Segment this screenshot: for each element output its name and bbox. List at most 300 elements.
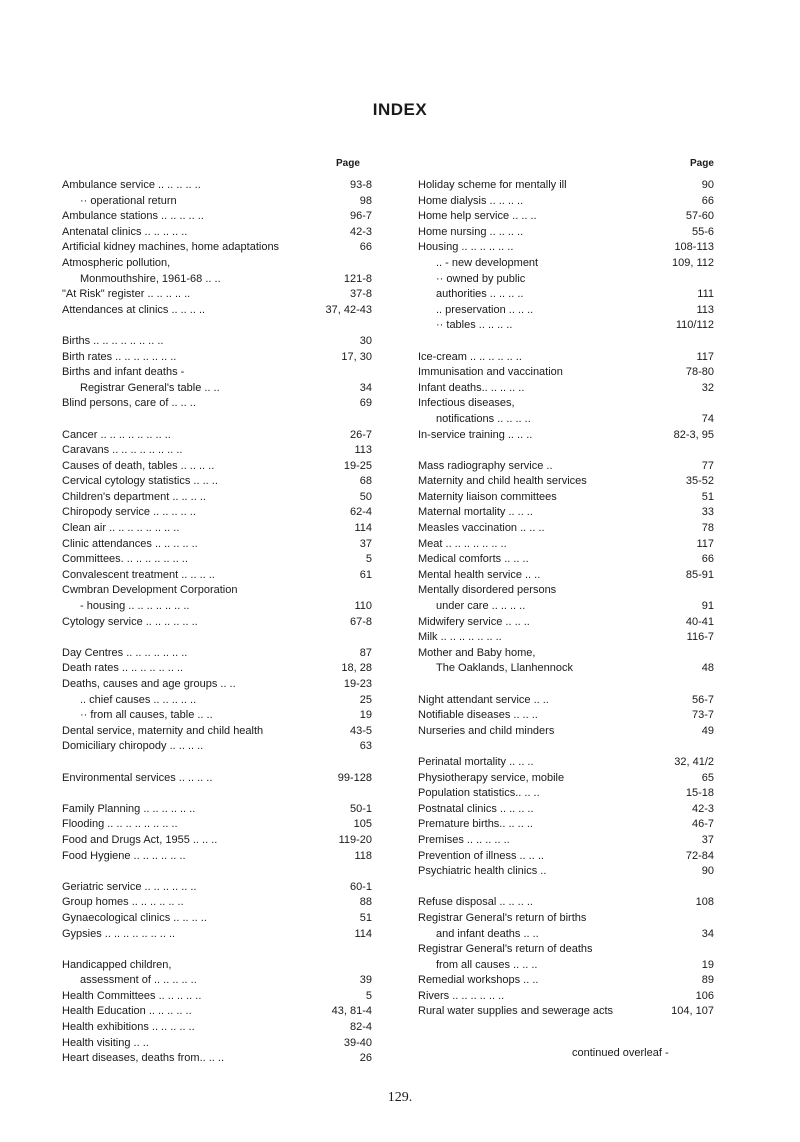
index-entry (418, 615, 714, 631)
entry-text: .. - new development (436, 256, 539, 269)
entry-text: The Oaklands, Llanhennock (436, 662, 573, 675)
index-entry (62, 474, 372, 490)
entry-text: Cwmbran Development Corporation (62, 584, 238, 597)
entry-page-ref: 98 (359, 194, 372, 207)
entry-text: Births .. .. .. .. .. .. .. .. (62, 334, 164, 347)
spacer (418, 880, 714, 896)
index-entry (418, 708, 714, 724)
index-entry (62, 677, 372, 693)
entry-page-ref: 93-8 (349, 179, 372, 191)
entry-text: Midwifery service .. .. .. (418, 615, 530, 628)
entry-text: Rivers .. .. .. .. .. .. (418, 989, 505, 1002)
entry-text: Children's department .. .. .. .. (62, 490, 206, 503)
entry-page-ref: 106 (695, 989, 714, 1002)
index-entry (62, 334, 372, 350)
entry-page-ref: 50-1 (349, 802, 372, 815)
index-entry (418, 568, 714, 584)
entry-text: Infant deaths.. .. .. .. .. (418, 381, 525, 394)
index-entry (418, 942, 714, 958)
index-entry (62, 973, 372, 989)
entry-text: Premises .. .. .. .. .. (418, 833, 510, 846)
entry-page-ref: 19 (701, 958, 714, 971)
index-entry (62, 381, 372, 397)
entry-text: Measles vaccination .. .. .. (418, 522, 545, 535)
entry-text: Mental health service .. .. (418, 568, 541, 581)
entry-page-ref: 56-7 (691, 693, 714, 706)
index-entry (418, 287, 714, 303)
index-entry (62, 552, 372, 568)
entry-text: Physiotherapy service, mobile (418, 771, 565, 784)
entry-text: Medical comforts .. .. .. (418, 553, 529, 566)
entry-page-ref: 46-7 (691, 818, 714, 831)
entry-page-ref: 19 (359, 709, 372, 722)
index-entry (62, 396, 372, 412)
entry-page-ref: 104, 107 (671, 1005, 714, 1018)
entry-page-ref: 26 (359, 1052, 372, 1065)
index-entry (62, 708, 372, 724)
entry-page-ref: 85-91 (685, 568, 714, 581)
index-entry (62, 209, 372, 225)
index-entry (62, 240, 372, 256)
spacer (62, 630, 372, 646)
entry-page-ref: 5 (365, 989, 372, 1002)
right-page-heading: Page (690, 158, 714, 169)
index-entry (418, 537, 714, 553)
entry-text: Remedial workshops .. .. (418, 974, 539, 987)
entry-page-ref: 118 (354, 849, 372, 862)
index-entry (418, 178, 714, 194)
index-entry (418, 849, 714, 865)
entry-page-ref: 49 (701, 724, 714, 737)
index-entry (418, 272, 714, 288)
entry-text: Group homes .. .. .. .. .. .. (62, 896, 184, 909)
entry-text: Clean air .. .. .. .. .. .. .. .. (62, 522, 180, 535)
entry-page-ref: 37 (701, 833, 714, 846)
entry-text: Day Centres .. .. .. .. .. .. .. (62, 646, 188, 659)
spacer (62, 318, 372, 334)
entry-page-ref: 74 (701, 412, 714, 425)
entry-text: Mentally disordered persons (418, 584, 557, 597)
entry-text: Night attendant service .. .. (418, 693, 549, 706)
entry-text: Registrar General's return of births (418, 911, 587, 924)
entry-page-ref: 121-8 (343, 272, 372, 285)
entry-text: Monmouthshire, 1961-68 .. .. (80, 272, 221, 285)
index-entry (62, 1004, 372, 1020)
entry-page-ref: 37-8 (349, 288, 372, 301)
entry-page-ref: 66 (701, 553, 714, 566)
entry-page-ref: 48 (701, 662, 714, 675)
entry-page-ref: 68 (359, 475, 372, 488)
index-entry (418, 365, 714, 381)
entry-page-ref: 61 (359, 568, 372, 581)
entry-page-ref: 114 (354, 522, 372, 535)
index-entry (418, 599, 714, 615)
entry-page-ref: 42-3 (691, 802, 714, 815)
index-entry (62, 505, 372, 521)
entry-text: Registrar General's return of deaths (418, 943, 593, 956)
index-entry (418, 521, 714, 537)
index-entry (62, 895, 372, 911)
entry-text: Population statistics.. .. .. (418, 787, 540, 800)
entry-text: Mass radiography service .. (418, 459, 553, 472)
entry-text: Registrar General's table .. .. (80, 381, 220, 394)
entry-page-ref: 63 (359, 740, 372, 753)
entry-page-ref: 108 (695, 896, 714, 909)
index-entry (418, 630, 714, 646)
entry-page-ref: 90 (701, 179, 714, 191)
index-entry (418, 381, 714, 397)
entry-page-ref: 51 (359, 911, 372, 924)
entry-page-ref: 77 (701, 459, 714, 472)
entry-page-ref: 34 (359, 381, 372, 394)
index-entry (418, 661, 714, 677)
entry-text: Housing .. .. .. .. .. .. (418, 241, 514, 254)
index-entry (62, 911, 372, 927)
entry-page-ref: 43, 81-4 (331, 1005, 372, 1018)
index-entry (62, 958, 372, 974)
index-entry (62, 739, 372, 755)
index-entry (418, 646, 714, 662)
entry-text: Convalescent treatment .. .. .. .. (62, 568, 215, 581)
entry-text: Chiropody service .. .. .. .. .. (62, 506, 196, 519)
entry-page-ref: 111 (697, 288, 714, 301)
index-entry (418, 396, 714, 412)
index-entry (62, 849, 372, 865)
entry-page-ref: 37 (359, 537, 372, 550)
entry-text: Ice-cream .. .. .. .. .. .. (418, 350, 522, 363)
entry-page-ref: 88 (359, 896, 372, 909)
index-entry (62, 256, 372, 272)
entry-text: Food Hygiene .. .. .. .. .. .. (62, 849, 186, 862)
index-entry (418, 802, 714, 818)
entry-text: Health exhibitions .. .. .. .. .. (62, 1021, 195, 1034)
entry-page-ref: 109, 112 (671, 256, 714, 269)
entry-text: Health visiting .. .. (62, 1036, 149, 1049)
index-entry (418, 1004, 714, 1020)
entry-text: Caravans .. .. .. .. .. .. .. .. (62, 444, 183, 457)
entry-page-ref: 78-80 (685, 366, 714, 379)
index-entry (62, 490, 372, 506)
index-entry (62, 661, 372, 677)
index-entry (418, 303, 714, 319)
entry-text: Refuse disposal .. .. .. .. (418, 896, 533, 909)
entry-text: Heart diseases, deaths from.. .. .. (62, 1052, 225, 1065)
index-entry (62, 724, 372, 740)
index-entry (62, 537, 372, 553)
index-entry (418, 225, 714, 241)
index-entry (418, 989, 714, 1005)
entry-page-ref: 60-1 (349, 880, 372, 893)
entry-text: Maternal mortality .. .. .. (418, 506, 533, 519)
entry-page-ref: 19-25 (343, 459, 372, 472)
entry-page-ref: 105 (353, 818, 372, 831)
index-entry (62, 771, 372, 787)
entry-page-ref: 82-3, 95 (673, 428, 714, 441)
entry-page-ref: 17, 30 (341, 350, 372, 363)
left-page-heading: Page (336, 158, 360, 169)
entry-text: Antenatal clinics .. .. .. .. .. (62, 225, 188, 238)
entry-text: notifications .. .. .. .. (436, 412, 531, 425)
index-entry (418, 350, 714, 366)
index-entry (418, 911, 714, 927)
entry-text: from all causes .. .. .. (436, 958, 538, 971)
spacer (62, 755, 372, 771)
entry-page-ref: 32, 41/2 (674, 755, 714, 768)
index-entry (418, 864, 714, 880)
entry-page-ref: 5 (365, 553, 372, 566)
entry-page-ref: 32 (701, 381, 714, 394)
entry-page-ref: 66 (701, 194, 714, 207)
entry-text: Health Education .. .. .. .. .. (62, 1005, 192, 1018)
entry-text: Family Planning .. .. .. .. .. .. (62, 802, 196, 815)
entry-page-ref: 72-84 (685, 849, 714, 862)
index-entry (418, 552, 714, 568)
entry-page-ref: 82-4 (349, 1021, 372, 1034)
index-entry (62, 350, 372, 366)
entry-page-ref: 25 (359, 693, 372, 706)
entry-text: Perinatal mortality .. .. .. (418, 755, 534, 768)
entry-page-ref: 69 (359, 397, 372, 410)
page-title: INDEX (372, 100, 428, 119)
entry-text: Prevention of illness .. .. .. (418, 849, 544, 862)
entry-page-ref: 73-7 (691, 709, 714, 722)
entry-page-ref: 33 (701, 506, 714, 519)
entry-page-ref: 66 (359, 241, 372, 254)
index-entry (62, 178, 372, 194)
entry-page-ref: 91 (701, 600, 714, 613)
entry-page-ref: 35-52 (685, 475, 714, 488)
entry-text: authorities .. .. .. .. (436, 288, 524, 301)
entry-text: Home nursing .. .. .. .. (418, 225, 524, 238)
index-entry (418, 895, 714, 911)
index-entry (418, 428, 714, 444)
index-entry (62, 568, 372, 584)
entry-page-ref: 37, 42-43 (325, 303, 372, 316)
entry-page-ref: 19-23 (343, 678, 372, 690)
spacer (418, 334, 714, 350)
entry-page-ref: 55-6 (691, 225, 714, 238)
index-entry (418, 459, 714, 475)
entry-page-ref: 90 (701, 865, 714, 878)
index-entry (418, 693, 714, 709)
index-entry (62, 927, 372, 943)
entry-page-ref: 43-5 (349, 724, 372, 737)
entry-page-ref: 39-40 (343, 1036, 372, 1049)
entry-page-ref: 89 (701, 974, 714, 987)
entry-text: Blind persons, care of .. .. .. (62, 397, 196, 410)
spacer (62, 412, 372, 428)
index-entry (62, 615, 372, 631)
entry-text: Milk .. .. .. .. .. .. .. (418, 631, 502, 644)
entry-text: Cancer .. .. .. .. .. .. .. .. (62, 428, 171, 441)
entry-text: Death rates .. .. .. .. .. .. .. (62, 662, 184, 675)
entry-text: Home help service .. .. .. (418, 210, 537, 223)
index-entry (62, 194, 372, 210)
index-entry (62, 989, 372, 1005)
index-entry (62, 817, 372, 833)
entry-page-ref: 117 (696, 537, 714, 550)
entry-page-ref: 110/112 (675, 319, 714, 332)
spacer (62, 786, 372, 802)
entry-page-ref: 67-8 (349, 615, 372, 628)
index-entry (62, 880, 372, 896)
entry-page-ref: 99-128 (337, 771, 372, 784)
entry-text: Birth rates .. .. .. .. .. .. .. (62, 350, 177, 363)
entry-text: Atmospheric pollution, (62, 256, 171, 269)
entry-page-ref: 110 (354, 600, 372, 613)
index-entry (418, 724, 714, 740)
entry-text: Holiday scheme for mentally ill (418, 179, 567, 191)
entry-text: Psychiatric health clinics .. (418, 865, 547, 878)
entry-text: Food and Drugs Act, 1955 .. .. .. (62, 833, 218, 846)
index-entry (62, 225, 372, 241)
index-entry (418, 318, 714, 334)
entry-text: Gypsies .. .. .. .. .. .. .. .. (62, 927, 176, 940)
index-entry (418, 927, 714, 943)
entry-page-ref: 65 (701, 771, 714, 784)
entry-text: ·· operational return (80, 194, 177, 207)
index-entry (418, 786, 714, 802)
index-entry (62, 583, 372, 599)
entry-page-ref: 78 (701, 522, 714, 535)
index-entry (418, 240, 714, 256)
entry-text: Cytology service .. .. .. .. .. .. (62, 615, 198, 628)
entry-text: Rural water supplies and sewerage acts (418, 1005, 614, 1018)
index-entry (62, 693, 372, 709)
entry-text: Geriatric service .. .. .. .. .. .. (62, 880, 197, 893)
entry-text: .. preservation .. .. .. (436, 303, 534, 316)
index-entry (418, 194, 714, 210)
entry-text: Clinic attendances .. .. .. .. .. (62, 537, 198, 550)
entry-text: Maternity and child health services (418, 475, 587, 488)
index-entry (418, 583, 714, 599)
index-entry (418, 256, 714, 272)
entry-text: Committees. .. .. .. .. .. .. .. (62, 553, 188, 566)
entry-page-ref: 62-4 (349, 506, 372, 519)
index-entry (418, 474, 714, 490)
entry-page-ref: 117 (696, 350, 714, 363)
entry-text: and infant deaths .. .. (436, 927, 539, 940)
index-entry (418, 755, 714, 771)
entry-text: Handicapped children, (62, 958, 172, 971)
entry-text: ·· tables .. .. .. .. (436, 319, 513, 332)
entry-page-ref: 108-113 (674, 241, 714, 254)
entry-page-ref: 113 (696, 303, 714, 316)
entry-text: Maternity liaison committees (418, 490, 557, 503)
entry-page-ref: 15-18 (685, 787, 714, 800)
continued-note: continued overleaf - (572, 1047, 669, 1059)
entry-text: Home dialysis .. .. .. .. (418, 194, 524, 207)
entry-page-ref: 40-41 (685, 615, 714, 628)
entry-text: ·· owned by public (436, 272, 526, 285)
index-entry (418, 958, 714, 974)
entry-text: Births and infant deaths - (62, 366, 185, 379)
entry-text: Deaths, causes and age groups .. .. (62, 678, 236, 690)
entry-text: Attendances at clinics .. .. .. .. (62, 303, 206, 316)
entry-page-ref: 39 (359, 974, 372, 987)
entry-page-ref: 96-7 (349, 210, 372, 223)
index-entry (418, 412, 714, 428)
entry-text: Dental service, maternity and child health (62, 724, 264, 737)
entry-text: Immunisation and vaccination (418, 366, 563, 379)
index-entry (418, 817, 714, 833)
entry-text: Ambulance service .. .. .. .. .. (62, 179, 201, 191)
index-entry (62, 599, 372, 615)
entry-text: "At Risk" register .. .. .. .. .. (62, 288, 191, 301)
index-entry (62, 365, 372, 381)
spacer (62, 942, 372, 958)
entry-text: Notifiable diseases .. .. .. (418, 709, 538, 722)
entry-text: Artificial kidney machines, home adaptations (62, 241, 280, 254)
entry-page-ref: 51 (701, 490, 714, 503)
entry-text: Flooding .. .. .. .. .. .. .. .. (62, 818, 178, 831)
index-entry (418, 973, 714, 989)
entry-page-ref: 50 (359, 490, 372, 503)
entry-page-ref: 57-60 (685, 210, 714, 223)
entry-text: Cervical cytology statistics .. .. .. (62, 475, 218, 488)
index-entry (62, 521, 372, 537)
entry-text: Meat .. .. .. .. .. .. .. (418, 537, 507, 550)
spacer (418, 443, 714, 459)
entry-page-ref: 113 (354, 444, 372, 457)
entry-page-ref: 116-7 (686, 631, 714, 644)
index-entry (62, 1020, 372, 1036)
entry-text: Premature births.. .. .. .. (418, 818, 533, 831)
entry-page-ref: 119-20 (338, 833, 372, 846)
entry-text: Postnatal clinics .. .. .. .. (418, 802, 534, 815)
index-entry (62, 428, 372, 444)
entry-page-ref: 18, 28 (341, 662, 372, 675)
page-number: 129. (387, 1090, 413, 1105)
index-entry (418, 833, 714, 849)
entry-text: Causes of death, tables .. .. .. .. (62, 459, 215, 472)
entry-page-ref: 114 (354, 927, 372, 940)
entry-page-ref: 30 (359, 334, 372, 347)
entry-page-ref: 34 (701, 927, 714, 940)
index-entry (62, 443, 372, 459)
index-entry (418, 490, 714, 506)
entry-text: In-service training .. .. .. (418, 428, 533, 441)
spacer (418, 739, 714, 755)
index-entry (62, 303, 372, 319)
entry-page-ref: 26-7 (349, 428, 372, 441)
entry-text: Environmental services .. .. .. .. (62, 771, 213, 784)
index-entry (418, 771, 714, 787)
index-entry (62, 459, 372, 475)
entry-text: - housing .. .. .. .. .. .. .. (80, 600, 190, 613)
entry-text: under care .. .. .. .. (436, 600, 526, 613)
entry-text: .. chief causes .. .. .. .. .. (80, 693, 197, 706)
index-entry (62, 646, 372, 662)
spacer (418, 677, 714, 693)
entry-text: Nurseries and child minders (418, 724, 555, 737)
index-entry (418, 505, 714, 521)
left-index-column (62, 178, 372, 1067)
entry-text: Infectious diseases, (418, 397, 515, 410)
entry-text: Domiciliary chiropody .. .. .. .. (62, 740, 204, 753)
index-entry (62, 1051, 372, 1067)
entry-text: Gynaecological clinics .. .. .. .. (62, 911, 207, 924)
index-entry (62, 287, 372, 303)
index-entry (62, 1036, 372, 1052)
entry-text: Health Committees .. .. .. .. .. (62, 989, 202, 1002)
index-entry (62, 833, 372, 849)
index-entry (62, 272, 372, 288)
entry-page-ref: 87 (359, 646, 372, 659)
entry-text: assessment of .. .. .. .. .. (80, 974, 197, 987)
right-index-column (418, 178, 714, 1020)
entry-text: Ambulance stations .. .. .. .. .. (62, 210, 204, 223)
